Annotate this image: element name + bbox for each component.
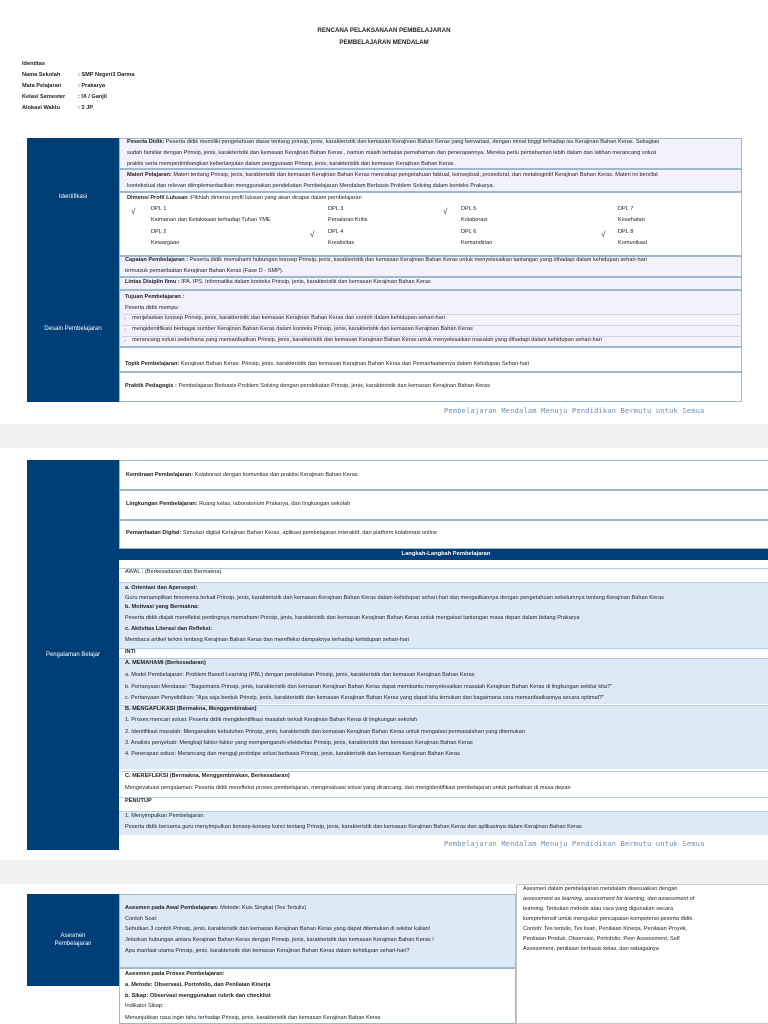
mengaplikasi-label: B. MENGAPLIKASI (Bermakna, Menggembirakan): [125, 706, 257, 712]
indikator-text: Menunjukkan rasa ingin tahu terhadap Prinsip, jenis, karakteristik dan kemasan Kerajinan Bahan Keras: [125, 1015, 381, 1021]
materi-line-1: Materi Pelajaran: Materi tentang Prinsip, jenis, karakteristik dan kemasan Kerajinan Bahan Keras mencakup pengetahuan faktual, konseptual, prosedural, dan metakognitif Kerajinan Bahan Keras. Materi ini bersifat: [127, 172, 658, 178]
aktivitas-text: Membaca artikel terkini tentang Kerajinan Bahan Keras dan merefleksi dampaknya terhadap kehidupan sehari-hari: [125, 637, 410, 643]
proses-item: b. Sikap: Observasi menggunakan rubrik dan checklist: [125, 993, 271, 999]
dpl-name: Kesehatan: [618, 217, 645, 223]
mengaplikasi-item: 3. Analisis penyebab: Mengkaji faktor-faktor yang mempengaruhi efektivitas Prinsip, jenis, karakteristik dan kemasan Kerajinan Bahan Keras: [125, 740, 473, 746]
dpl-code: DPL 1: [151, 206, 167, 212]
memahami-label: A. MEMAHAMI (Berkesadaran): [125, 660, 206, 666]
asesmen-label: Asesmen Pembelajaran: [27, 894, 119, 986]
peserta-line-3: praktis serta mempertimbangkan keberlanjutan dalam penggunaan Prinsip, jenis, karakteristik dan kemasan Kerajinan Bahan Keras .: [127, 161, 457, 167]
dpl-code: DPL 5: [461, 206, 477, 212]
note-line: Contoh: Tes tertulis, Tes lisan, Penilaian Kinerja, Penilaian Proyek,: [523, 926, 688, 932]
identitas-label: Nama Sekolah: [22, 72, 61, 78]
peserta-line-2: sudah familiar dengan Prinsip, jenis, karakteristik dan kemasan Kerajinan Bahan Keras , namun masih terbatas pemahaman dan penerapannya. Mereka perlu pemahaman lebih dalam dan latihan merancang solusi: [127, 150, 657, 156]
penutup-row: [119, 797, 768, 810]
asesmen-awal-heading: Asesmen pada Awal Pembelajaran: Metode: Kuis Singkat (Tes Tertulis): [125, 905, 307, 911]
inti-heading: INTI: [125, 649, 136, 655]
capaian-line-1: Capaian Pembelajaran : Peserta didik memahami hubungan konsep Prinsip, jenis, karakteristik dan kemasan Kerajinan Bahan Keras untuk menyelesaikan tantangan yang dihadapi dalam kehidupan sehari-hari: [125, 257, 647, 263]
dpl-code: DPL 6: [461, 229, 477, 235]
note-line: komprehensif untuk mengukur pencapaian kompetensi peserta didik.: [523, 916, 694, 922]
tujuan-heading: Tujuan Pembelajaran :: [125, 294, 185, 300]
page-3: [0, 884, 768, 1024]
note-line: learning. Tentukan metode atau cara yang digunakan secara: [523, 906, 674, 912]
dpl-name: Penalaran Kritis: [328, 217, 368, 223]
materi-line-2: kontekstual dan relevan diimplementasikan menggunakan pendekatan Pembelajaran Mendalam Berbasis Problem Solving dalam konteks Prakarya.: [127, 183, 495, 189]
peserta-line-1: Peserta Didik: Peserta didik memiliki pengetahuan dasar tentang prinsip, jenis, karakteristik dan kemasan Kerajinan Bahan Keras yang bervariasi, dengan minat tinggi terhadap isu Kerajinan Bahan Keras. Sebagian: [127, 139, 660, 145]
proses-item: a. Metode: Observasi, Portofolio, dan Penilaian Kinerja: [125, 982, 271, 988]
motivasi-text: Peserta didik diajak merefleksi pentingnya memahami Prinsip, jenis, karakteristik dan kemasan Kerajinan Bahan Keras untuk mengatasi tantangan masa depan dalam bidang Prakarya: [125, 615, 580, 621]
digital-line: Pemanfaatan Digital: Simulasi digital Kerajinan Bahan Keras, aplikasi pembelajaran interaktif, dan platform kolaborasi online: [126, 530, 437, 536]
soal-item: Sebutkan 3 contoh Prinsip, jenis, karakteristik dan kemasan Kerajinan Bahan Keras yang dapat ditemukan di sekitar kalian!: [125, 926, 431, 932]
identitas-label: Alokasi Waktu: [22, 105, 61, 111]
topik-line: Topik Pembelajaran: Kerajinan Bahan Keras: Prinsip, jenis, karakteristik dan kemasan Kerajinan Bahan Keras dan Pemanfaatannya dalam Kehidupan Sehari-hari: [125, 361, 530, 367]
check-mark-dpl4: √: [310, 230, 315, 239]
dpl-name: Kemandirian: [461, 240, 493, 246]
dpl-name: Keimanan dan Ketakwaan terhadap Tuhan YME: [151, 217, 271, 223]
tujuan-item: › mengidentifikasi berbagai sumber Kerajinan Bahan Keras dalam konteks Prinsip, jenis, karakteristik dan kemasan Kerajinan Bahan Keras: [122, 325, 742, 335]
identitas-label: Kelas/ Semester: [22, 94, 66, 100]
mengaplikasi-item: 1. Proses mencari solusi: Peserta didik mengidentifikasi masalah terkait Kerajinan Bahan Keras di lingkungan sekolah: [125, 717, 417, 723]
check-mark-dpl5: √: [443, 207, 448, 216]
merefleksi-text: Mengevaluasi pengalaman: Peserta didik merefleksi proses pembelajaran, mengevaluasi solusi yang dirancang, dan mengidentifikasi pembelajaran untuk perbaikan di masa depan: [125, 785, 571, 791]
check-mark-dpl1: √: [131, 207, 136, 216]
page-footer: Pembelajaran Mendalam Menuju Pendidikan Bermutu untuk Semua: [444, 407, 705, 415]
identifikasi-label: Identifikasi: [27, 138, 119, 256]
identitas-value: : IX / Ganjil: [78, 94, 107, 100]
contoh-soal: Contoh Soal:: [125, 916, 158, 922]
kemitraan-line: Kemitraan Pembelajaran: Kolaborasi dengan komunitas dan praktisi Kerajinan Bahan Keras: [126, 472, 358, 478]
page-1: [0, 0, 768, 424]
awal-heading: AWAL : (Berkesadaran dan Bermakna): [125, 569, 222, 575]
tujuan-intro: Peserta didik mampu:: [125, 305, 180, 311]
penutup-item: Peserta didik bersama guru menyimpulkan konsep-konsep kunci tentang Prinsip, jenis, karakteristik dan kemasan Kerajinan Bahan Keras dan aplikasinya dalam Kerajinan Bahan Keras: [125, 824, 582, 830]
dpl-code: DPL 4: [328, 229, 344, 235]
tujuan-item: › menjelaskan konsep Prinsip, jenis, karakteristik dan kemasan Kerajinan Bahan Keras dan contoh dalam kehidupan sehari-hari: [122, 314, 742, 324]
orientasi-text: Guru menampilkan fenomena terkait Prinsip, jenis, karakteristik dan kemasan Kerajinan Bahan Keras dalam kehidupan sehari-hari dan mengaitkannya dengan pengetahuan sebelumnya tentang Kerajinan Bahan Keras: [125, 595, 664, 601]
note-line: Asesmen dalam pembelajaran mendalam disesuaikan dengan: [523, 886, 678, 892]
soal-item: Apa manfaat utama Prinsip, jenis, karakteristik dan kemasan Kerajinan Bahan Keras dalam kehidupan sehari-hari?: [125, 948, 410, 954]
asesmen-note-cell: [516, 884, 768, 1024]
memahami-item: a. Model Pembelajaran: Problem Based Learning (PBL) dengan pendekatan Prinsip, jenis, karakteristik dan kemasan Kerajinan Bahan Keras: [125, 672, 475, 678]
identitas-value: : SMP Negeri3 Darma: [78, 72, 135, 78]
penutup-heading: PENUTUP: [125, 798, 152, 804]
mengaplikasi-content: [119, 705, 768, 769]
identitas-value: : Prakarya: [78, 83, 106, 89]
penutup-item: 1. Menyimpulkan Pembelajaran:: [125, 813, 205, 819]
dpl-code: DPL 7: [618, 206, 634, 212]
aktivitas-label: c. Aktivitas Literasi dan Refleksi:: [125, 626, 213, 632]
capaian-line-2: termasuk pemanfaatan Kerajinan Bahan Keras (Fase D - SMP).: [125, 268, 284, 274]
dpl-name: Kreativitas: [328, 240, 355, 246]
lintas-line: Lintas Disiplin Ilmu : IPA, IPS, Informatika dalam konteks Prinsip, jenis, karakteristik dan kemasan Kerajinan Bahan Keras: [125, 279, 431, 285]
check-mark-dpl8: √: [601, 230, 606, 239]
mengaplikasi-item: 2. Identifikasi masalah: Menganalisis kebutuhan Prinsip, jenis, karakteristik dan kemasan Kerajinan Bahan Keras untuk mengatasi permasalahan yang ditemukan: [125, 729, 525, 735]
dpl-name: Kolaborasi: [461, 217, 488, 223]
dpl-code: DPL 2: [151, 229, 167, 235]
dpl-name: Komunikasi: [618, 240, 647, 246]
motivasi-label: b. Motivasi yang Bermakna:: [125, 604, 199, 610]
dimensi-heading: Dimensi Profil Lulusan :Pilihlah dimensi profil lulusan yang akan dicapai dalam pembelajaran: [127, 195, 362, 201]
inti-row: [119, 648, 768, 658]
langkah-header: Langkah-Langkah Pembelajaran: [119, 549, 768, 560]
pengalaman-label: Pengalaman Belajar: [27, 460, 119, 850]
orientasi-label: a. Orientasi dan Apersepsi:: [125, 585, 198, 591]
dpl-code: DPL 3: [328, 206, 344, 212]
doc-subtitle: PEMBELAJARAN MENDALAM: [339, 39, 429, 46]
memahami-item: b. Pertanyaan Mendasar: "Bagaimana Prinsip, jenis, karakteristik dan kemasan Kerajinan Bahan Keras dapat membantu menyelesaikan masalah Kerajinan Bahan Keras di lingkungan sekitar kita?": [125, 684, 613, 690]
identitas-value: : 3 JP: [78, 105, 93, 111]
merefleksi-label: C. MEREFLEKSI (Bermakna, Menggembirakan, Berkesadaran): [125, 773, 290, 779]
note-line: Assessment, penilaian berbasis kelas, dan sebagainya: [523, 946, 659, 952]
asesmen-proses-heading: Asesmen pada Proses Pembelajaran:: [125, 971, 225, 977]
indikator-label: Indikator Sikap:: [125, 1003, 164, 1009]
tujuan-item: › merancang solusi sederhana yang memanfaatkan Prinsip, jenis, karakteristik dan kemasan Kerajinan Bahan Keras untuk menyelesaikan masalah yang dihadapi dalam kehidupan sehari-hari: [122, 336, 742, 346]
identitas-label: Mata Pelajaran: [22, 83, 62, 89]
soal-item: Jelaskan hubungan antara Kerajinan Bahan Keras dengan Prinsip, jenis, karakteristik dan kemasan Kerajinan Bahan Keras !: [125, 937, 434, 943]
desain-label: Desain Pembelajaran: [27, 256, 119, 402]
praktik-line: Praktik Pedagogis : Pembelajaran Berbasis Problem Solving dengan pendekatan Prinsip, jenis, karakteristik dan kemasan Kerajinan Bahan Keras: [125, 383, 491, 389]
note-line: assessment as learning, assessment for learning, dan assessment of: [523, 896, 695, 902]
dpl-name: Kewargaan: [151, 240, 180, 246]
page-2: [0, 448, 768, 860]
lingkungan-line: Lingkungan Pembelajaran: Ruang kelas, laboratorium Prakarya, dan lingkungan sekolah: [126, 501, 351, 507]
note-line: Penilaian Produk, Observasi, Portofolio, Peer Assessment, Self: [523, 936, 680, 942]
identitas-heading: Identitas: [22, 61, 46, 67]
memahami-item: c. Pertanyaan Penyelidikan: "Apa saja bentuk Prinsip, jenis, karakteristik dan kemasan Kerajinan Bahan Keras yang dapat kita temukan dan bagaimana cara memanfaatkannya secara optimal?": [125, 695, 605, 701]
dpl-code: DPL 8: [618, 229, 634, 235]
mengaplikasi-item: 4. Penerapan solusi: Merancang dan menguji prototipe solusi berbasis Prinsip, jenis, karakteristik dan kemasan Kerajinan Bahan Keras: [125, 751, 460, 757]
doc-title: RENCANA PELAKSANAAN PEMBELAJARAN: [317, 27, 451, 34]
page-footer: Pembelajaran Mendalam Menuju Pendidikan Bermutu untuk Semua: [444, 840, 705, 848]
